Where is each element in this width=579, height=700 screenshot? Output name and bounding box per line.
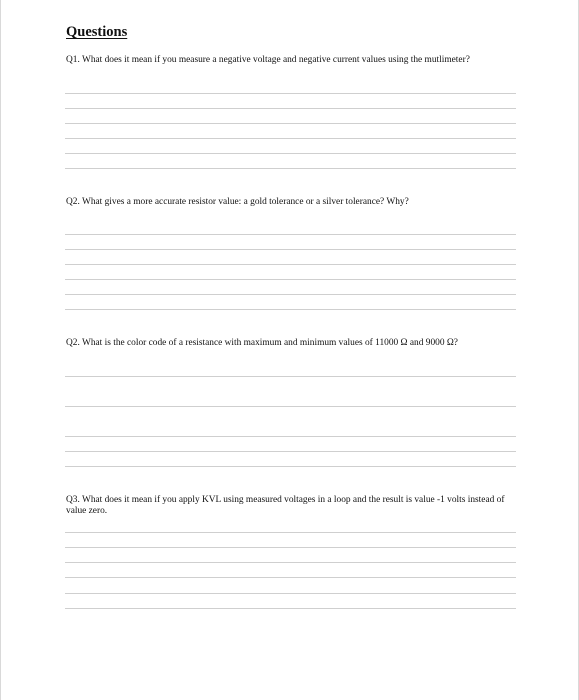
answer-line [65,562,516,563]
answer-line [65,593,516,594]
answer-line [65,153,516,154]
answer-line [65,123,516,124]
answer-line [65,168,516,169]
answer-line [65,138,516,139]
answer-line [65,108,516,109]
answer-line [65,451,516,452]
question-1: Q1. What does it mean if you measure a negative voltage and negative current values using the mutlimeter? [66,55,470,65]
answer-line [65,309,516,310]
answer-line [65,436,516,437]
answer-line [65,279,516,280]
question-3: Q2. What is the color code of a resistance with maximum and minimum values of 11000 Ω and 9000 Ω? [66,338,458,348]
answer-line [65,234,516,235]
answer-line [65,547,516,548]
answer-line [65,466,516,467]
answer-line [65,406,516,407]
answer-line [65,608,516,609]
section-heading: Questions [66,24,128,40]
answer-line [65,294,516,295]
question-2: Q2. What gives a more accurate resistor value: a gold tolerance or a silver tolerance? Why? [66,197,409,207]
answer-line [65,376,516,377]
answer-line [65,264,516,265]
answer-line [65,532,516,533]
answer-line [65,93,516,94]
answer-line [65,249,516,250]
answer-line [65,577,516,578]
question-4: Q3. What does it mean if you apply KVL using measured voltages in a loop and the result is value -1 volts instead of value zero. [66,495,505,516]
